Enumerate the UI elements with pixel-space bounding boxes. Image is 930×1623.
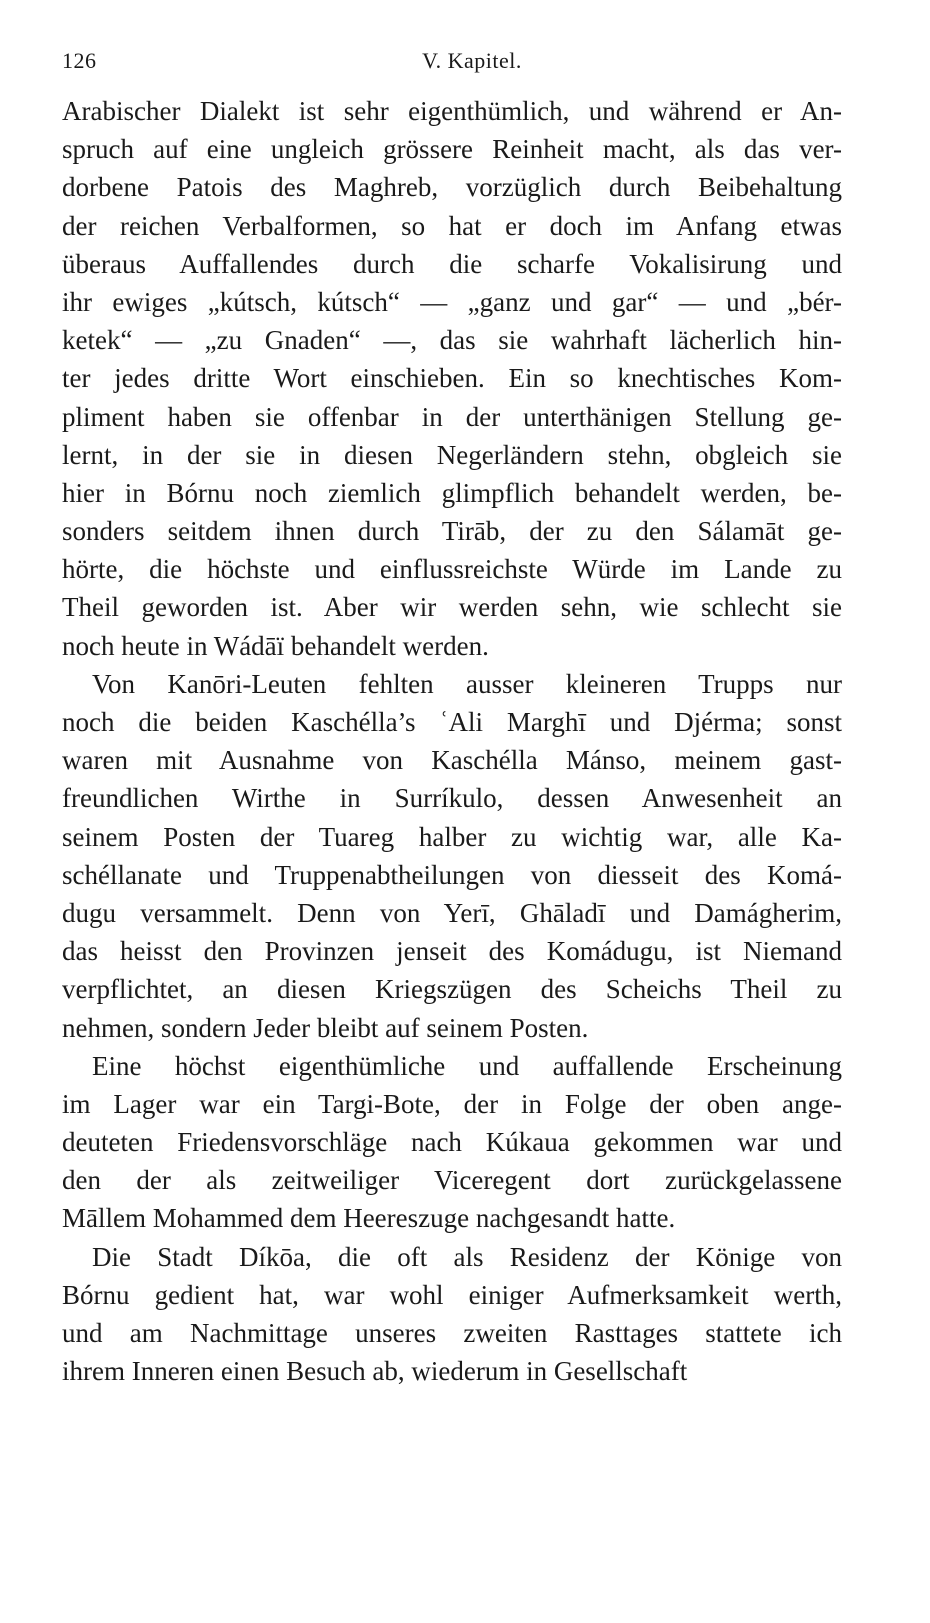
text-line: ketek“ — „zu Gnaden“ —, das sie wahrhaft lächerlich hin- <box>62 325 842 356</box>
running-head <box>62 48 842 80</box>
text-line: Theil geworden ist. Aber wir werden sehn, wie schlecht sie <box>62 592 842 623</box>
text-line: im Lager war ein Targi-Bote, der in Folge der oben ange- <box>62 1088 842 1119</box>
text-line: Von Kanōri-Leuten fehlten ausser kleineren Trupps nur <box>92 668 842 699</box>
text-line: überaus Auffallendes durch die scharfe Vokalisirung und <box>62 248 842 279</box>
text-line: Eine höchst eigenthümliche und auffallende Erscheinung <box>92 1050 842 1081</box>
paragraph <box>62 92 842 665</box>
text-line: waren mit Ausnahme von Kaschélla Mánso, meinem gast- <box>62 745 842 776</box>
text-line: dugu versammelt. Denn von Yerī, Ghāladī und Damágherim, <box>62 897 842 928</box>
text-line: das heisst den Provinzen jenseit des Komádugu, ist Niemand <box>62 936 842 967</box>
text-line: Māllem Mohammed dem Heereszuge nachgesandt hatte. <box>62 1203 676 1234</box>
text-line: noch die beiden Kaschélla’s ʿAli Marghī und Djérma; sonst <box>62 707 842 737</box>
text-line: nehmen, sondern Jeder bleibt auf seinem Posten. <box>62 1012 589 1043</box>
page-number: 126 <box>62 48 97 73</box>
text-line: hier in Bórnu noch ziemlich glimpflich behandelt werden, be- <box>62 477 842 508</box>
text-line: dorbene Patois des Maghreb, vorzüglich durch Beibehaltung <box>62 172 842 203</box>
text-line: schéllanate und Truppenabtheilungen von diesseit des Komá- <box>62 859 842 890</box>
text-line: und am Nachmittage unseres zweiten Rasttages stattete ich <box>62 1318 842 1348</box>
book-page <box>62 48 842 1390</box>
text-line: verpflichtet, an diesen Kriegszügen des Scheichs Theil zu <box>62 974 842 1005</box>
text-line: ihrem Inneren einen Besuch ab, wiederum in Gesellschaft <box>62 1356 688 1387</box>
text-line: freundlichen Wirthe in Surríkulo, dessen Anwesenheit an <box>62 783 842 814</box>
chapter-title: V. Kapitel. <box>422 48 522 73</box>
text-line: den der als zeitweiliger Viceregent dort zurückgelassene <box>62 1165 842 1196</box>
text-line: Arabischer Dialekt ist sehr eigenthümlich, und während er An- <box>62 96 842 126</box>
paragraph <box>62 665 842 1047</box>
text-line: deuteten Friedensvorschläge nach Kúkaua gekommen war und <box>62 1127 842 1158</box>
text-line: der reichen Verbalformen, so hat er doch im Anfang etwas <box>62 210 842 241</box>
text-line: hörte, die höchste und einflussreichste Würde im Lande zu <box>62 554 842 585</box>
text-line: seinem Posten der Tuareg halber zu wichtig war, alle Ka- <box>62 821 842 852</box>
text-line: Bórnu gedient hat, war wohl einiger Aufmerksamkeit werth, <box>62 1279 842 1310</box>
text-line: ter jedes dritte Wort einschieben. Ein so knechtisches Kom- <box>62 363 842 394</box>
text-line: pliment haben sie offenbar in der unterthänigen Stellung ge- <box>62 401 842 432</box>
text-line: sonders seitdem ihnen durch Tirāb, der zu den Sálamāt ge- <box>62 516 842 547</box>
text-line: Die Stadt Díkōa, die oft als Residenz der Könige von <box>92 1241 842 1272</box>
body-text <box>62 92 842 1390</box>
text-line: spruch auf eine ungleich grössere Reinheit macht, als das ver- <box>62 134 842 165</box>
text-line: noch heute in Wádāï behandelt werden. <box>62 630 489 661</box>
text-line: ihr ewiges „kútsch, kútsch“ — „ganz und gar“ — und „bér- <box>62 286 842 317</box>
paragraph <box>62 1047 842 1238</box>
paragraph <box>62 1238 842 1391</box>
text-line: lernt, in der sie in diesen Negerländern stehn, obgleich sie <box>62 439 842 470</box>
